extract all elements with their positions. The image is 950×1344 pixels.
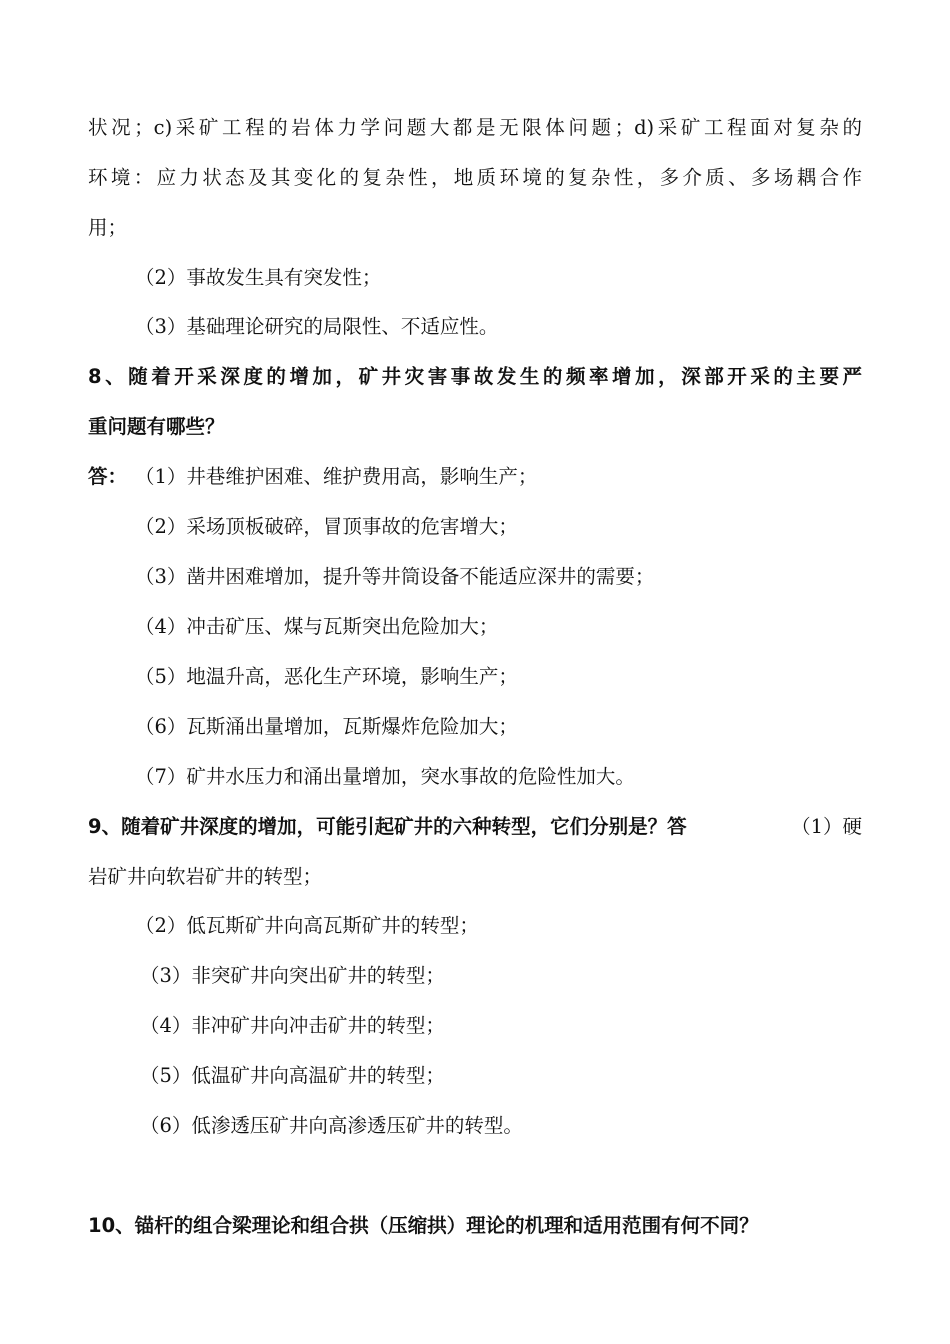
list-item: （4）冲击矿压、煤与瓦斯突出危险加大； bbox=[135, 615, 499, 638]
paragraph-line: 岩矿井向软岩矿井的转型； bbox=[88, 865, 323, 888]
list-item: （3）凿井困难增加，提升等井筒设备不能适应深井的需要； bbox=[135, 565, 655, 588]
list-item: （5）地温升高，恶化生产环境，影响生产； bbox=[135, 665, 518, 688]
list-item: （2）采场顶板破碎，冒顶事故的危害增大； bbox=[135, 515, 518, 538]
list-item: （1）井巷维护困难、维护费用高，影响生产； bbox=[135, 465, 538, 488]
list-item: （4）非冲矿井向冲击矿井的转型； bbox=[140, 1014, 445, 1037]
answer-start: （1）硬 bbox=[791, 815, 862, 838]
question-9-line bbox=[88, 813, 862, 841]
list-item: （3）非突矿井向突出矿井的转型； bbox=[140, 964, 445, 987]
list-item: （2）低瓦斯矿井向高瓦斯矿井的转型； bbox=[135, 914, 479, 937]
question-9-heading: 9、随着矿井深度的增加，可能引起矿井的六种转型，它们分别是？答 bbox=[88, 815, 687, 838]
list-item: （6）瓦斯涌出量增加，瓦斯爆炸危险加大； bbox=[135, 715, 518, 738]
list-item: （5）低温矿井向高温矿井的转型； bbox=[140, 1064, 445, 1087]
list-item: （6）低渗透压矿井向高渗透压矿井的转型。 bbox=[140, 1114, 523, 1137]
question-8-heading: 重问题有哪些？ bbox=[88, 415, 225, 438]
paragraph-line: 环境：应力状态及其变化的复杂性，地质环境的复杂性，多介质、多场耦合作 bbox=[88, 166, 862, 189]
list-item: （7）矿井水压力和涌出量增加，突水事故的危险性加大。 bbox=[135, 765, 635, 788]
paragraph-line: 用； bbox=[88, 216, 128, 239]
question-8-heading: 8、随着开采深度的增加，矿井灾害事故发生的频率增加，深部开采的主要严 bbox=[88, 365, 862, 388]
list-item: （3）基础理论研究的局限性、不适应性。 bbox=[135, 315, 499, 338]
answer-label: 答： bbox=[88, 465, 128, 488]
paragraph-line: 状况；c)采矿工程的岩体力学问题大都是无限体问题；d)采矿工程面对复杂的 bbox=[88, 116, 862, 139]
question-10-heading: 10、锚杆的组合梁理论和组合拱（压缩拱）理论的机理和适用范围有何不同？ bbox=[88, 1214, 759, 1237]
list-item: （2）事故发生具有突发性； bbox=[135, 266, 382, 289]
